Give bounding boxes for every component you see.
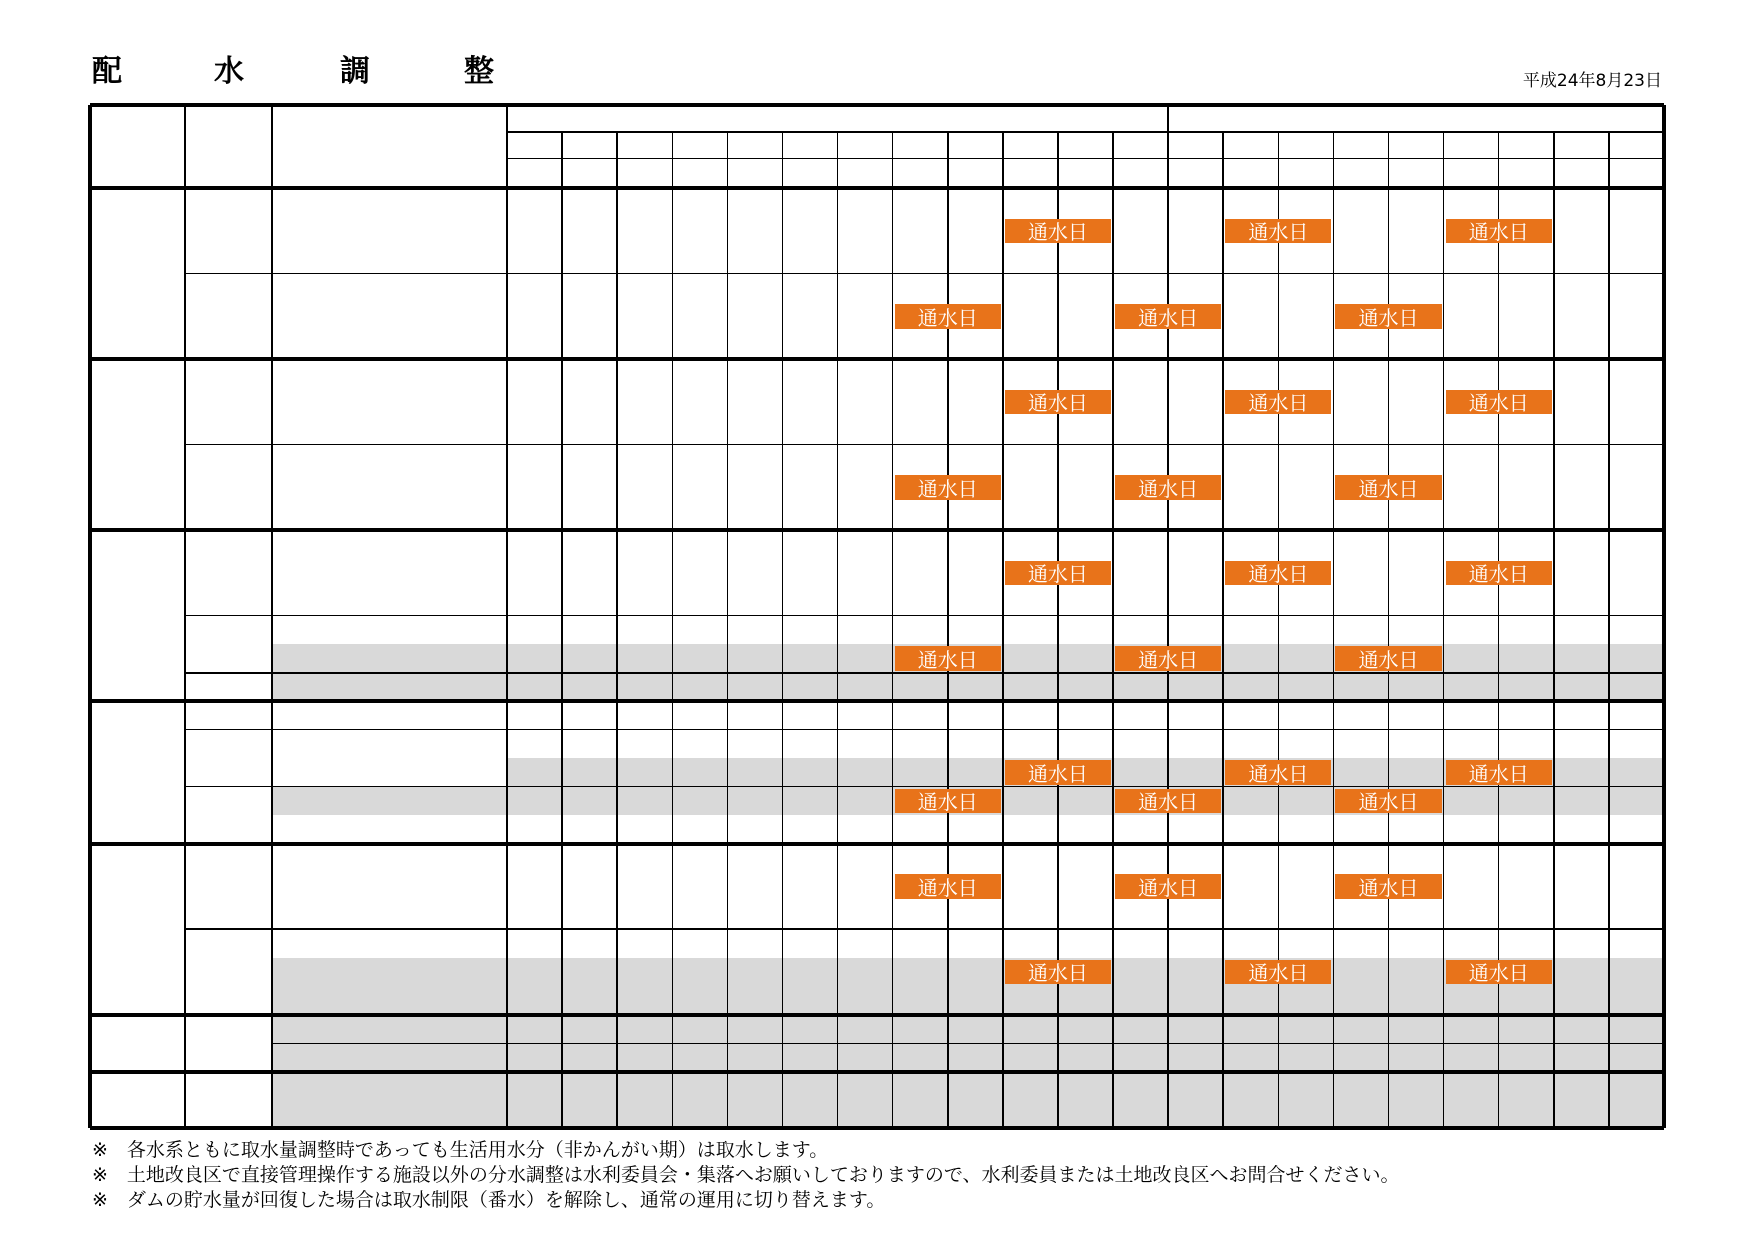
tsusui-bar: 通水日 (1005, 219, 1111, 244)
tsusui-bar: 通水日 (1446, 219, 1552, 244)
grid-line (1112, 132, 1114, 1128)
grid-line (185, 729, 1664, 731)
grid-line (90, 699, 1664, 703)
grid-line (1167, 105, 1169, 132)
grid-line (1222, 132, 1224, 1128)
grid-line (1002, 132, 1004, 1128)
tsusui-bar: 通水日 (1335, 304, 1441, 329)
tsusui-bar: 通水日 (1005, 390, 1111, 415)
grid-line (185, 615, 1664, 617)
grid-line (90, 528, 1664, 532)
title-char: 整 (464, 54, 494, 89)
tsusui-bar: 通水日 (1115, 475, 1221, 500)
grid-line (90, 186, 1664, 190)
tsusui-bar: 通水日 (1446, 390, 1552, 415)
tsusui-bar: 通水日 (1446, 760, 1552, 785)
tsusui-bar: 通水日 (1335, 874, 1441, 899)
grid-line (727, 132, 729, 1128)
grid-line (90, 103, 1664, 107)
grid-line (507, 158, 1664, 159)
tsusui-bar: 通水日 (1225, 960, 1331, 985)
tsusui-bar: 通水日 (1225, 390, 1331, 415)
tsusui-bar: 通水日 (1115, 789, 1221, 814)
grid-line (561, 132, 563, 1128)
grid-line (1388, 132, 1390, 1128)
tsusui-bar: 通水日 (895, 874, 1001, 899)
grid-line (616, 132, 618, 1128)
grid-line (1608, 132, 1610, 1128)
tsusui-bar: 通水日 (1115, 874, 1221, 899)
grid-line (90, 842, 1664, 846)
grid-line (88, 105, 92, 1128)
grid-line (185, 444, 1664, 446)
grid-line (90, 1070, 1664, 1074)
footnote: ※ 土地改良区で直接管理操作する施設以外の分水調整は水利委員会・集落へお願いしておりますので、水利委員または土地改良区へお問合せください。 (92, 1164, 1400, 1186)
gray-band (272, 673, 1664, 702)
grid-line (837, 132, 839, 1128)
tsusui-bar: 通水日 (1335, 646, 1441, 671)
grid-line (672, 132, 674, 1128)
grid-line (1333, 132, 1335, 1128)
grid-line (892, 132, 894, 1128)
tsusui-bar: 通水日 (1115, 646, 1221, 671)
tsusui-bar: 通水日 (1225, 219, 1331, 244)
grid-line (506, 105, 508, 1128)
grid-line (90, 1126, 1664, 1130)
footnote: ※ ダムの貯水量が回復した場合は取水制限（番水）を解除し、通常の運用に切り替えます。 (92, 1189, 886, 1211)
tsusui-bar: 通水日 (895, 304, 1001, 329)
grid-line (90, 357, 1664, 361)
grid-line (1167, 132, 1169, 1128)
tsusui-bar: 通水日 (1005, 760, 1111, 785)
title-char: 配 (92, 54, 122, 89)
grid-line (1553, 132, 1555, 1128)
tsusui-bar: 通水日 (1335, 475, 1441, 500)
tsusui-bar: 通水日 (895, 646, 1001, 671)
footnotes (92, 1138, 1400, 1213)
grid-line (782, 132, 784, 1128)
footnote: ※ 各水系ともに取水量調整時であっても生活用水分（非かんがい期）は取水します。 (92, 1139, 829, 1161)
grid-line (507, 131, 1664, 133)
tsusui-bar: 通水日 (1446, 561, 1552, 586)
grid-line (271, 105, 273, 1128)
tsusui-bar: 通水日 (1005, 960, 1111, 985)
gray-band (272, 787, 507, 816)
tsusui-bar: 通水日 (1335, 789, 1441, 814)
grid-line (947, 132, 949, 1128)
issue-date: 平成24年8月23日 (1522, 71, 1662, 91)
tsusui-bar: 通水日 (1225, 561, 1331, 586)
tsusui-bar: 通水日 (1225, 760, 1331, 785)
tsusui-bar: 通水日 (895, 789, 1001, 814)
grid-line (1443, 132, 1445, 1128)
title-char: 水 (214, 54, 244, 89)
tsusui-bar: 通水日 (1005, 561, 1111, 586)
tsusui-bar: 通水日 (895, 475, 1001, 500)
tsusui-bar: 通水日 (1115, 304, 1221, 329)
grid-line (184, 105, 186, 1128)
grid-line (185, 273, 1664, 275)
title-char: 調 (340, 54, 370, 89)
grid-line (185, 928, 1664, 930)
tsusui-bar: 通水日 (1446, 960, 1552, 985)
grid-line (272, 1043, 1664, 1044)
grid-line (1662, 105, 1666, 1128)
gray-band (272, 1043, 1664, 1129)
